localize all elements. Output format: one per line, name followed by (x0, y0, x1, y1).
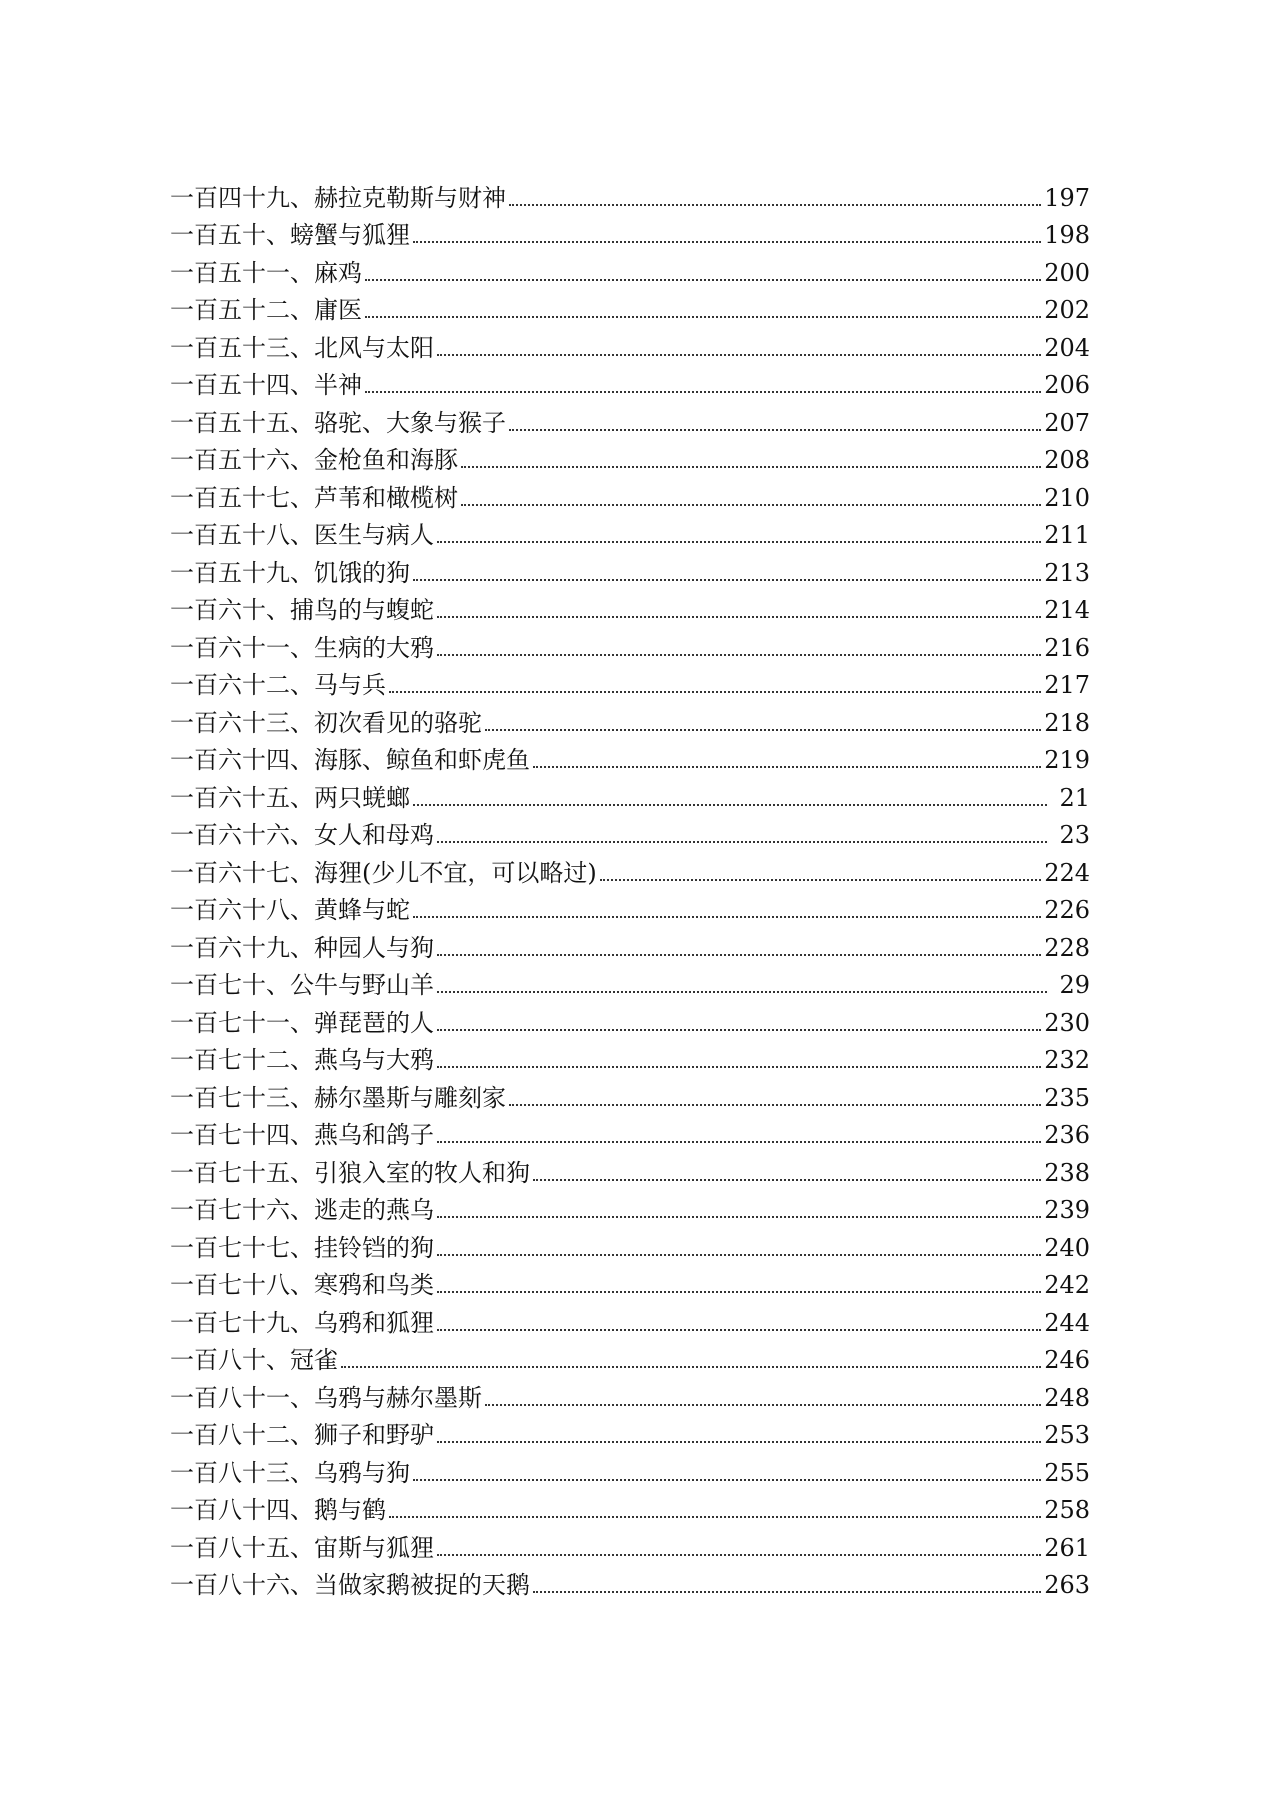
toc-entry-page-number: 214 (1044, 596, 1090, 625)
dot-leader (485, 729, 1041, 731)
toc-entry-title: 一百八十、冠雀 (170, 1346, 338, 1375)
dot-leader (437, 541, 1041, 543)
toc-entry[interactable] (170, 1300, 1090, 1338)
toc-entry-page-number: 226 (1044, 896, 1090, 925)
toc-entry-title: 一百六十二、马与兵 (170, 671, 386, 700)
dot-leader (389, 1516, 1041, 1518)
toc-entry-title: 一百八十六、当做家鹅被捉的天鹅 (170, 1571, 530, 1600)
toc-entry-page-number: 197 (1044, 183, 1090, 212)
toc-entry[interactable] (170, 588, 1090, 626)
toc-entry-title: 一百七十四、燕乌和鸽子 (170, 1121, 434, 1150)
toc-entry-page-number: 255 (1044, 1458, 1090, 1487)
dot-leader (600, 879, 1041, 881)
toc-entry[interactable] (170, 625, 1090, 663)
toc-entry[interactable] (170, 1113, 1090, 1151)
dot-leader (437, 654, 1041, 656)
toc-entry[interactable] (170, 288, 1090, 326)
toc-entry[interactable] (170, 250, 1090, 288)
toc-entry-title: 一百七十五、引狼入室的牧人和狗 (170, 1158, 530, 1187)
dot-leader (437, 1029, 1041, 1031)
dot-leader (437, 354, 1041, 356)
toc-entry-title: 一百五十五、骆驼、大象与猴子 (170, 408, 506, 437)
toc-entry-page-number: 258 (1044, 1496, 1090, 1525)
dot-leader (437, 1329, 1041, 1331)
toc-entry-title: 一百六十六、女人和母鸡 (170, 821, 434, 850)
toc-entry-page-number: 232 (1044, 1046, 1090, 1075)
toc-entry-page-number: 230 (1044, 1008, 1090, 1037)
toc-entry-page-number: 228 (1044, 933, 1090, 962)
dot-leader (437, 1066, 1041, 1068)
toc-entry-page-number: 202 (1044, 296, 1090, 325)
toc-entry[interactable] (170, 850, 1090, 888)
toc-entry-title: 一百七十七、挂铃铛的狗 (170, 1233, 434, 1262)
toc-entry-page-number: 208 (1044, 446, 1090, 475)
toc-entry-title: 一百五十、螃蟹与狐狸 (170, 221, 410, 250)
dot-leader (509, 429, 1041, 431)
toc-entry-page-number: 263 (1044, 1571, 1090, 1600)
toc-entry-page-number: 239 (1044, 1196, 1090, 1225)
toc-entry-title: 一百八十五、宙斯与狐狸 (170, 1533, 434, 1562)
toc-entry-title: 一百六十四、海豚、鲸鱼和虾虎鱼 (170, 746, 530, 775)
toc-entry-page-number: 236 (1044, 1121, 1090, 1150)
toc-entry[interactable] (170, 963, 1090, 1001)
toc-entry[interactable] (170, 1338, 1090, 1376)
toc-entry-page-number: 261 (1044, 1533, 1090, 1562)
dot-leader (437, 954, 1041, 956)
toc-entry-page-number: 253 (1044, 1421, 1090, 1450)
toc-entry-title: 一百五十四、半神 (170, 371, 362, 400)
table-of-contents (170, 175, 1090, 1600)
toc-entry-page-number: 235 (1044, 1083, 1090, 1112)
toc-entry-page-number: 219 (1044, 746, 1090, 775)
toc-entry[interactable] (170, 663, 1090, 701)
dot-leader (413, 579, 1041, 581)
toc-entry-title: 一百七十、公牛与野山羊 (170, 971, 434, 1000)
dot-leader (413, 804, 1047, 806)
toc-entry[interactable] (170, 400, 1090, 438)
toc-entry-title: 一百五十六、金枪鱼和海豚 (170, 446, 458, 475)
toc-entry[interactable] (170, 513, 1090, 551)
toc-entry-title: 一百六十八、黄蜂与蛇 (170, 896, 410, 925)
toc-entry-page-number: 204 (1044, 333, 1090, 362)
toc-entry[interactable] (170, 550, 1090, 588)
toc-entry[interactable] (170, 1225, 1090, 1263)
toc-entry-title: 一百六十五、两只蜣螂 (170, 783, 410, 812)
toc-entry-page-number: 246 (1044, 1346, 1090, 1375)
dot-leader (413, 241, 1041, 243)
toc-entry-title: 一百七十九、乌鸦和狐狸 (170, 1308, 434, 1337)
dot-leader (437, 1141, 1041, 1143)
dot-leader (461, 466, 1041, 468)
toc-entry-page-number: 244 (1044, 1308, 1090, 1337)
toc-entry[interactable] (170, 475, 1090, 513)
dot-leader (533, 1591, 1041, 1593)
dot-leader (509, 204, 1041, 206)
dot-leader (437, 1441, 1041, 1443)
dot-leader (509, 1104, 1041, 1106)
toc-entry-title: 一百七十二、燕乌与大鸦 (170, 1046, 434, 1075)
dot-leader (341, 1366, 1041, 1368)
toc-entry[interactable] (170, 700, 1090, 738)
toc-entry[interactable] (170, 775, 1090, 813)
toc-entry[interactable] (170, 1450, 1090, 1488)
toc-entry[interactable] (170, 1150, 1090, 1188)
toc-entry[interactable] (170, 1038, 1090, 1076)
toc-entry[interactable] (170, 363, 1090, 401)
dot-leader (413, 1479, 1041, 1481)
toc-entry-page-number: 224 (1044, 858, 1090, 887)
toc-entry-title: 一百五十三、北风与太阳 (170, 333, 434, 362)
dot-leader (533, 1179, 1041, 1181)
dot-leader (437, 616, 1041, 618)
toc-entry-title: 一百五十七、芦苇和橄榄树 (170, 483, 458, 512)
toc-entry[interactable] (170, 1488, 1090, 1526)
toc-entry-page-number: 206 (1044, 371, 1090, 400)
toc-entry[interactable] (170, 325, 1090, 363)
toc-entry-title: 一百七十六、逃走的燕乌 (170, 1196, 434, 1225)
toc-entry-page-number: 211 (1044, 521, 1090, 550)
toc-entry-page-number: 207 (1044, 408, 1090, 437)
toc-entry-title: 一百八十二、狮子和野驴 (170, 1421, 434, 1450)
toc-entry-title: 一百八十四、鹅与鹤 (170, 1496, 386, 1525)
toc-entry[interactable] (170, 738, 1090, 776)
toc-entry-page-number: 248 (1044, 1383, 1090, 1412)
toc-entry-title: 一百五十二、庸医 (170, 296, 362, 325)
dot-leader (365, 279, 1041, 281)
toc-entry[interactable] (170, 1563, 1090, 1601)
toc-entry[interactable] (170, 888, 1090, 926)
toc-entry-page-number: 217 (1044, 671, 1090, 700)
toc-entry[interactable] (170, 1000, 1090, 1038)
toc-entry[interactable] (170, 1375, 1090, 1413)
toc-entry[interactable] (170, 213, 1090, 251)
toc-entry[interactable] (170, 1413, 1090, 1451)
toc-entry-page-number: 198 (1044, 221, 1090, 250)
toc-entry-title: 一百七十八、寒鸦和鸟类 (170, 1271, 434, 1300)
toc-entry-page-number: 23 (1059, 821, 1090, 850)
toc-entry[interactable] (170, 813, 1090, 851)
toc-entry-title: 一百八十一、乌鸦与赫尔墨斯 (170, 1383, 482, 1412)
toc-entry-title: 一百六十一、生病的大鸦 (170, 633, 434, 662)
toc-entry[interactable] (170, 1188, 1090, 1226)
dot-leader (437, 1291, 1041, 1293)
toc-entry[interactable] (170, 925, 1090, 963)
dot-leader (437, 1554, 1041, 1556)
dot-leader (437, 991, 1047, 993)
toc-entry-title: 一百五十八、医生与病人 (170, 521, 434, 550)
toc-entry-title: 一百五十九、饥饿的狗 (170, 558, 410, 587)
toc-entry-page-number: 213 (1044, 558, 1090, 587)
toc-entry-page-number: 210 (1044, 483, 1090, 512)
toc-entry-title: 一百八十三、乌鸦与狗 (170, 1458, 410, 1487)
dot-leader (437, 841, 1047, 843)
dot-leader (413, 916, 1041, 918)
toc-entry-title: 一百四十九、赫拉克勒斯与财神 (170, 183, 506, 212)
toc-entry-title: 一百六十七、海狸(少儿不宜，可以略过) (170, 858, 597, 887)
dot-leader (365, 391, 1041, 393)
toc-entry-title: 一百六十九、种园人与狗 (170, 933, 434, 962)
dot-leader (389, 691, 1041, 693)
toc-entry-page-number: 21 (1059, 783, 1090, 812)
toc-entry-title: 一百六十、捕鸟的与蝮蛇 (170, 596, 434, 625)
toc-entry-page-number: 242 (1044, 1271, 1090, 1300)
dot-leader (437, 1254, 1041, 1256)
toc-entry-page-number: 216 (1044, 633, 1090, 662)
toc-entry-page-number: 238 (1044, 1158, 1090, 1187)
toc-entry[interactable] (170, 1075, 1090, 1113)
dot-leader (437, 1216, 1041, 1218)
toc-entry-page-number: 218 (1044, 708, 1090, 737)
dot-leader (485, 1404, 1041, 1406)
toc-entry-title: 一百六十三、初次看见的骆驼 (170, 708, 482, 737)
toc-entry-page-number: 29 (1059, 971, 1090, 1000)
toc-entry-page-number: 240 (1044, 1233, 1090, 1262)
dot-leader (533, 766, 1041, 768)
toc-entry-page-number: 200 (1044, 258, 1090, 287)
toc-entry-title: 一百五十一、麻鸡 (170, 258, 362, 287)
toc-entry-title: 一百七十三、赫尔墨斯与雕刻家 (170, 1083, 506, 1112)
toc-entry-title: 一百七十一、弹琵琶的人 (170, 1008, 434, 1037)
toc-entry[interactable] (170, 1263, 1090, 1301)
toc-entry[interactable] (170, 438, 1090, 476)
dot-leader (365, 316, 1041, 318)
dot-leader (461, 504, 1041, 506)
toc-entry[interactable] (170, 175, 1090, 213)
toc-entry[interactable] (170, 1525, 1090, 1563)
